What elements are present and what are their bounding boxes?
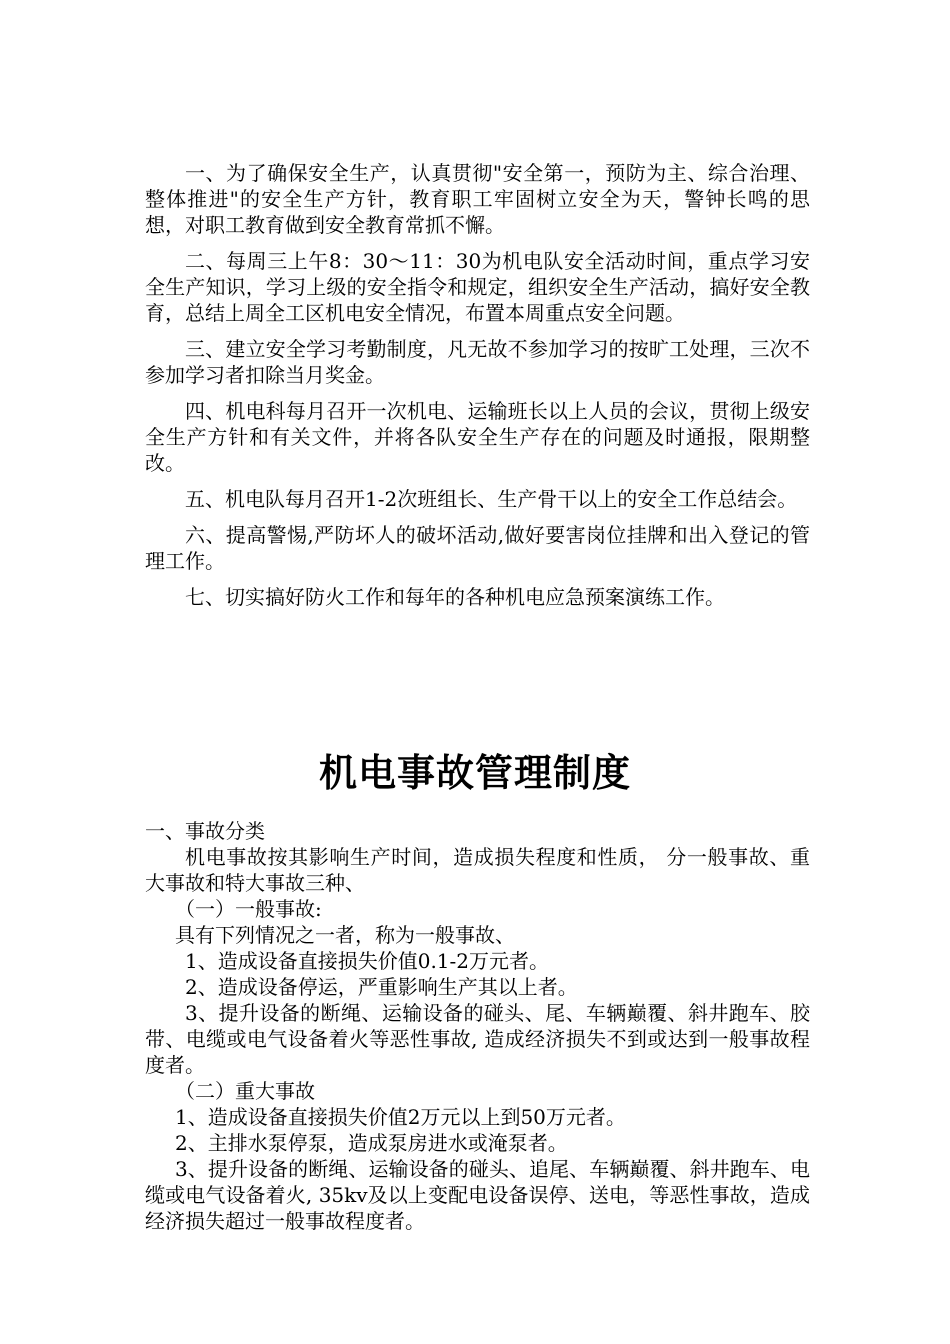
rule-paragraph: 二、每周三上午8：30～11：30为机电队安全活动时间，重点学习安全生产知识，学习上级的安全指令和规定，组织安全生产活动，搞好安全教育，总结上周全工区机电安全情况，布置本周重点安全问题。	[145, 249, 810, 325]
general-accident-intro: 具有下列情况之一者，称为一般事故、	[175, 923, 515, 947]
rule-paragraph: 四、机电科每月召开一次机电、运输班长以上人员的会议，贯彻上级安全生产方针和有关文件，并将各队安全生产存在的问题及时通报，限期整改。	[145, 399, 810, 475]
list-item: 1、造成设备直接损失价值2万元以上到50万元者。	[175, 1105, 626, 1129]
list-item: 2、主排水泵停泵，造成泵房进水或淹泵者。	[175, 1131, 568, 1155]
list-item: 3、提升设备的断绳、运输设备的碰头、追尾、车辆巅覆、斜井跑车、电缆或电气设备着火, 35kv及以上变配电设备误停、送电，等恶性事故，造成经济损失超过一般事故程度者。	[145, 1157, 810, 1233]
rule-paragraph: 三、建立安全学习考勤制度，凡无故不参加学习的按旷工处理，三次不参加学习者扣除当月奖金。	[145, 337, 810, 387]
rule-paragraph: 五、机电队每月召开1-2次班组长、生产骨干以上的安全工作总结会。	[185, 487, 798, 511]
general-accident-heading: （一）一般事故:	[175, 897, 322, 921]
section-intro: 机电事故按其影响生产时间，造成损失程度和性质， 分一般事故、重大事故和特大事故三种、	[145, 845, 810, 895]
accident-classification-section	[145, 818, 810, 1234]
rule-paragraph: 一、为了确保安全生产，认真贯彻"安全第一，预防为主、综合治理、整体推进"的安全生产方针，教育职工牢固树立安全为天，警钟长鸣的思想，对职工教育做到安全教育常抓不懈。	[145, 161, 810, 237]
section-heading: 一、事故分类	[145, 819, 265, 843]
list-item: 3、提升设备的断绳、运输设备的碰头、尾、车辆巅覆、斜井跑车、胶带、电缆或电气设备着火等恶性事故, 造成经济损失不到或达到一般事故程度者。	[145, 1001, 810, 1077]
major-accident-heading: （二）重大事故	[175, 1079, 315, 1103]
document-title: 机电事故管理制度	[318, 751, 631, 795]
list-item: 1、造成设备直接损失价值0.1-2万元者。	[185, 949, 550, 973]
safety-rules-section	[145, 160, 810, 620]
rule-paragraph: 七、切实搞好防火工作和每年的各种机电应急预案演练工作。	[185, 585, 725, 609]
rule-paragraph: 六、提高警惕,严防坏人的破坏活动,做好要害岗位挂牌和出入登记的管理工作。	[145, 523, 810, 573]
list-item: 2、造成设备停运，严重影响生产其以上者。	[185, 975, 578, 999]
